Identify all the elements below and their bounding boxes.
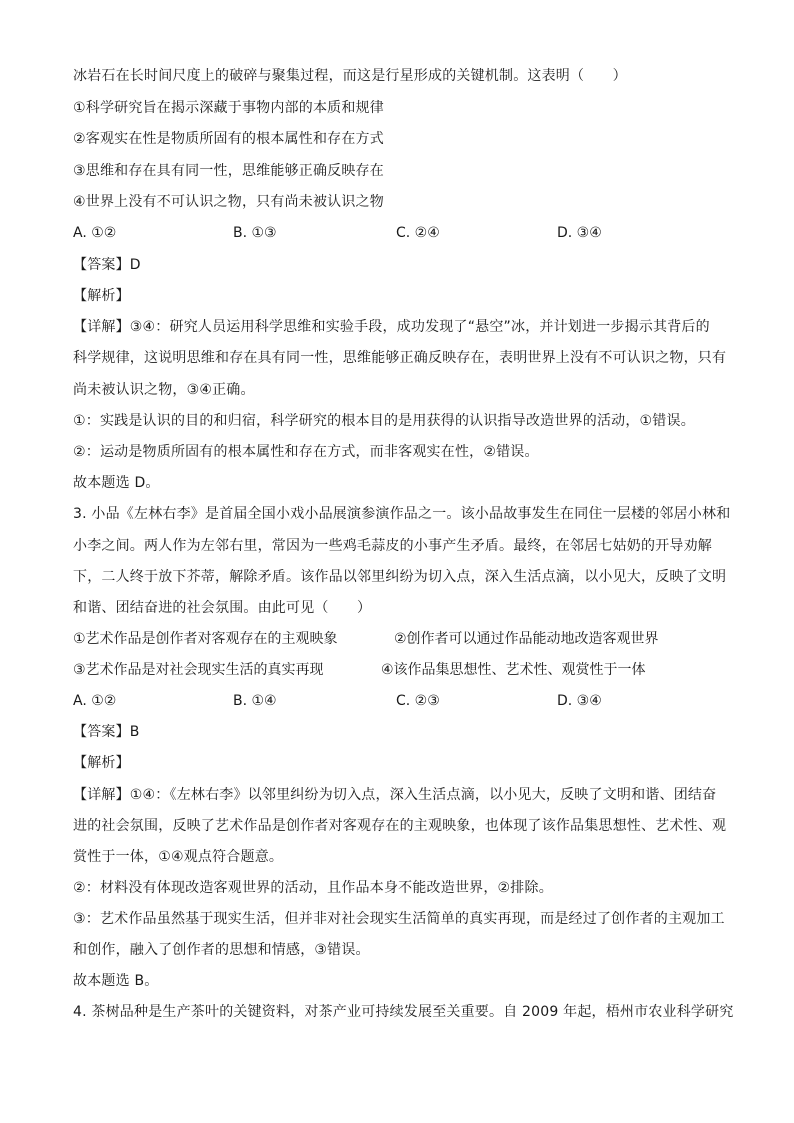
q3-analysis-label: 【解析】 <box>73 755 130 771</box>
q2-answer: 【答案】D <box>73 257 141 273</box>
q3-option-b: B. ①④ <box>233 693 277 709</box>
q3-detail-line-4: ②：材料没有体现改造客观世界的活动，且作品本身不能改造世界，②排除。 <box>73 880 553 896</box>
q3-conclusion: 故本题选 B。 <box>73 973 159 989</box>
q3-option-d: D. ③④ <box>557 693 602 709</box>
q3-item-3: ③艺术作品是对社会现实生活的真实再现 <box>73 662 324 678</box>
q3-detail-line-1: 【详解】①④：《左林右李》以邻里纠纷为切入点，深入生活点滴，以小见大，反映了文明和谐、团结奋 <box>73 787 717 803</box>
q3-answer: 【答案】B <box>73 724 140 740</box>
q2-detail-line-4: ①：实践是认识的目的和归宿，科学研究的根本目的是用获得的认识指导改造世界的活动，①错误。 <box>73 413 695 429</box>
q2-detail-line-1: 【详解】③④：研究人员运用科学思维和实验手段，成功发现了“悬空”冰，并计划进一步揭示其背后的 <box>73 319 710 335</box>
q3-detail-line-5: ③：艺术作品虽然基于现实生活，但并非对社会现实生活简单的真实再现，而是经过了创作者的主观加工 <box>73 911 725 927</box>
q2-detail-line-5: ②：运动是物质所固有的根本属性和存在方式，而非客观实在性，②错误。 <box>73 444 539 460</box>
q3-detail-line-6: 和创作，融入了创作者的思想和情感，③错误。 <box>73 942 370 958</box>
q3-item-4: ④该作品集思想性、艺术性、观赏性于一体 <box>381 662 646 678</box>
q3-stem-line-3: 下，二人终于放下芥蒂，解除矛盾。该作品以邻里纠纷为切入点，深入生活点滴，以小见大，反映了文明 <box>73 569 727 585</box>
q3-detail-line-2: 进的社会氛围，反映了艺术作品是创作者对客观存在的主观映象，也体现了该作品集思想性、艺术性、观 <box>73 818 727 834</box>
q2-option-d: D. ③④ <box>557 225 602 241</box>
q2-stem-tail: 冰岩石在长时间尺度上的破碎与聚集过程，而这是行星形成的关键机制。这表明（ ） <box>73 68 627 84</box>
q2-option-b: B. ①③ <box>233 225 277 241</box>
q3-option-c: C. ②③ <box>396 693 440 709</box>
q2-item-3: ③思维和存在具有同一性，思维能够正确反映存在 <box>73 163 384 179</box>
q3-stem-line-2: 小李之间。两人作为左邻右里，常因为一些鸡毛蒜皮的小事产生矛盾。最终，在邻居七姑奶的开导劝解 <box>73 538 712 554</box>
q2-option-c: C. ②④ <box>396 225 440 241</box>
q3-stem-line-4: 和谐、团结奋进的社会氛围。由此可见（ ） <box>73 600 372 616</box>
q3-item-1: ①艺术作品是创作者对客观存在的主观映象 <box>73 631 338 647</box>
q3-option-a: A. ①② <box>73 693 117 709</box>
q2-conclusion: 故本题选 D。 <box>73 475 160 491</box>
q3-stem-line-1: 3. 小品《左林右李》是首届全国小戏小品展演参演作品之一。该小品故事发生在同住一层楼的邻居小林和 <box>73 506 731 522</box>
q3-item-2: ②创作者可以通过作品能动地改造客观世界 <box>394 631 659 647</box>
q2-item-4: ④世界上没有不可认识之物，只有尚未被认识之物 <box>73 194 384 210</box>
q3-detail-line-3: 赏性于一体，①④观点符合题意。 <box>73 849 284 865</box>
q2-item-2: ②客观实在性是物质所固有的根本属性和存在方式 <box>73 131 384 147</box>
q2-analysis-label: 【解析】 <box>73 288 130 304</box>
q2-detail-line-2: 科学规律，这说明思维和存在具有同一性，思维能够正确反映存在，表明世界上没有不可认识之物，只有 <box>73 350 727 366</box>
q2-item-1: ①科学研究旨在揭示深藏于事物内部的本质和规律 <box>73 100 384 116</box>
q2-detail-line-3: 尚未被认识之物，③④正确。 <box>73 382 255 398</box>
q4-stem-line-1: 4. 茶树品种是生产茶叶的关键资料，对茶产业可持续发展至关重要。自 2009 年起，梧州市农业科学研究 <box>73 1004 734 1020</box>
q2-option-a: A. ①② <box>73 225 117 241</box>
